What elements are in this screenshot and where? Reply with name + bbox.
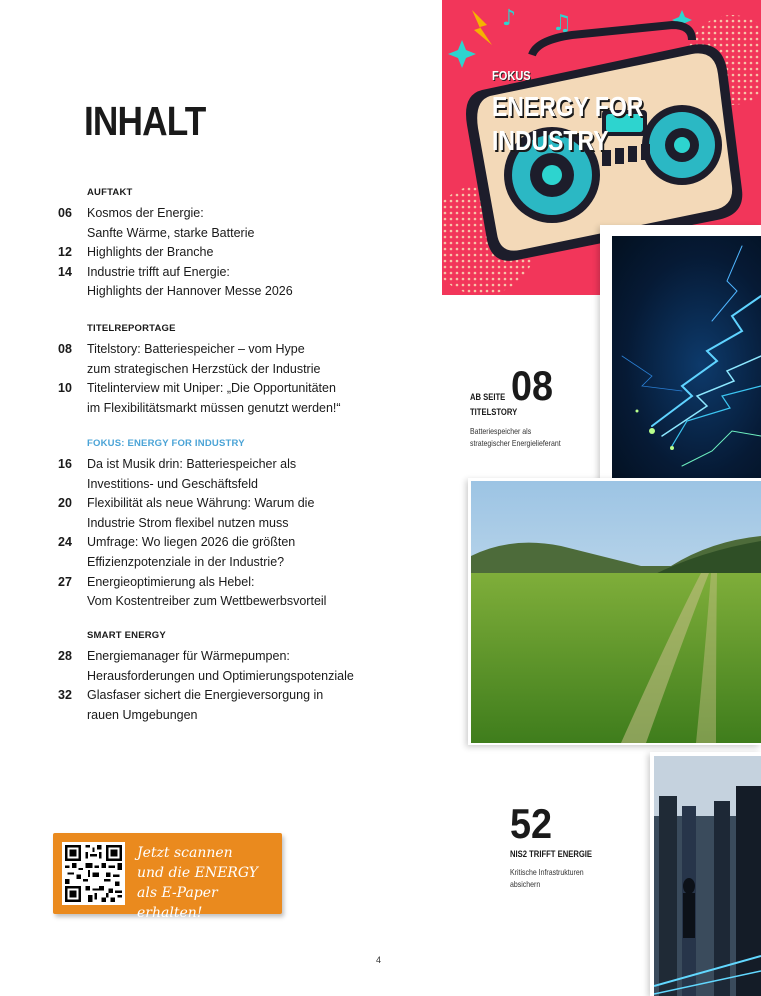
toc-item[interactable] — [58, 686, 388, 725]
teaser-page-number[interactable]: 08 — [511, 362, 554, 409]
section-heading: TITELREPORTAGE — [87, 323, 176, 334]
toc-entry-text: Titelinterview mit Uniper: „Die Opportunitäten im Flexibilitätsmarkt müssen genutzt werden!“ — [87, 381, 341, 415]
toc-section-fokus — [58, 438, 388, 612]
teaser-prefix: AB SEITE — [470, 392, 506, 402]
toc-item[interactable] — [58, 243, 388, 263]
toc-page-number: 10 — [58, 381, 72, 396]
server-room-image — [654, 756, 761, 996]
toc-entry-text: Flexibilität als neue Währung: Warum die Industrie Strom flexibel nutzen muss — [87, 496, 315, 530]
toc-item[interactable] — [58, 573, 388, 612]
toc-entry-text: Energieoptimierung als Hebel: Vom Kostentreiber zum Wettbewerbsvorteil — [87, 574, 327, 609]
toc-page-number: 14 — [58, 264, 72, 279]
toc-item[interactable] — [58, 533, 388, 572]
toc-item[interactable] — [58, 494, 388, 533]
toc-entry-text: Kosmos der Energie: Sanfte Wärme, starke Batterie — [87, 206, 255, 240]
toc-section-smart-energy — [58, 630, 388, 725]
toc-entry-text: Energiemanager für Wärmepumpen: Herausforderungen und Optimierungspotenziale — [87, 649, 354, 683]
toc-entry-text: Glasfaser sichert die Energieversorgung in rauen Umgebungen — [87, 688, 324, 722]
toc-page-number: 12 — [58, 245, 72, 260]
toc-item[interactable] — [58, 379, 388, 418]
toc-entry-text: Highlights der Branche — [87, 245, 214, 260]
toc-item[interactable] — [58, 647, 388, 686]
page-title: INHALT — [84, 98, 206, 144]
toc-page-number: 24 — [58, 535, 72, 550]
toc-page-number: 06 — [58, 206, 72, 220]
teaser-text: Batteriespeicher als strategischer Energielieferant — [470, 426, 561, 448]
svg-text:♪: ♪ — [502, 6, 517, 31]
svg-text:♫: ♫ — [552, 11, 572, 36]
toc-page-number: 27 — [58, 574, 72, 589]
toc-page-number: 08 — [58, 342, 72, 356]
toc-entry-text: Industrie trifft auf Energie: Highlights der Hannover Messe 2026 — [87, 264, 293, 299]
teaser-title: NIS2 TRIFFT ENERGIE — [510, 849, 593, 859]
toc-item[interactable] — [58, 263, 388, 302]
toc-item[interactable] — [58, 340, 388, 379]
fokus-kicker: FOKUS — [492, 68, 531, 83]
section-heading: SMART ENERGY — [87, 630, 166, 641]
section-heading: AUFTAKT — [87, 187, 133, 198]
section-heading: FOKUS: ENERGY FOR INDUSTRY — [87, 438, 245, 449]
teaser-text: Kritische Infrastrukturen absichern — [510, 867, 584, 889]
toc-item[interactable] — [58, 455, 388, 494]
toc-page-number: 32 — [58, 688, 72, 703]
toc-entry-text: Da ist Musik drin: Batteriespeicher als Investitions- und Geschäftsfeld — [87, 457, 297, 491]
toc-page-number: 28 — [58, 649, 72, 663]
teaser-title: TITELSTORY — [470, 407, 518, 417]
toc-item[interactable] — [58, 204, 388, 243]
meadow-landscape-image — [471, 481, 761, 743]
fokus-title: ENERGY FOR INDUSTRY — [492, 91, 644, 156]
toc-page-number: 16 — [58, 457, 72, 471]
toc-entry-text: Umfrage: Wo liegen 2026 die größten Effizienzpotenziale in der Industrie? — [87, 535, 296, 569]
toc-page-number: 20 — [58, 496, 72, 511]
toc-section-titelreportage — [58, 323, 388, 418]
qr-code-icon[interactable] — [62, 842, 125, 905]
page-number: 4 — [376, 955, 382, 965]
epaper-promo-box[interactable] — [53, 833, 282, 921]
toc-entry-text: Titelstory: Batteriespeicher – vom Hype zum strategischen Herzstück der Industrie — [87, 342, 321, 376]
promo-text: Jetzt scannen und die ENERGY als E-Paper erhalten! — [137, 845, 259, 921]
teaser-page-number[interactable]: 52 — [510, 800, 553, 847]
energy-lightning-image — [612, 236, 761, 494]
toc-section-auftakt — [58, 187, 388, 302]
